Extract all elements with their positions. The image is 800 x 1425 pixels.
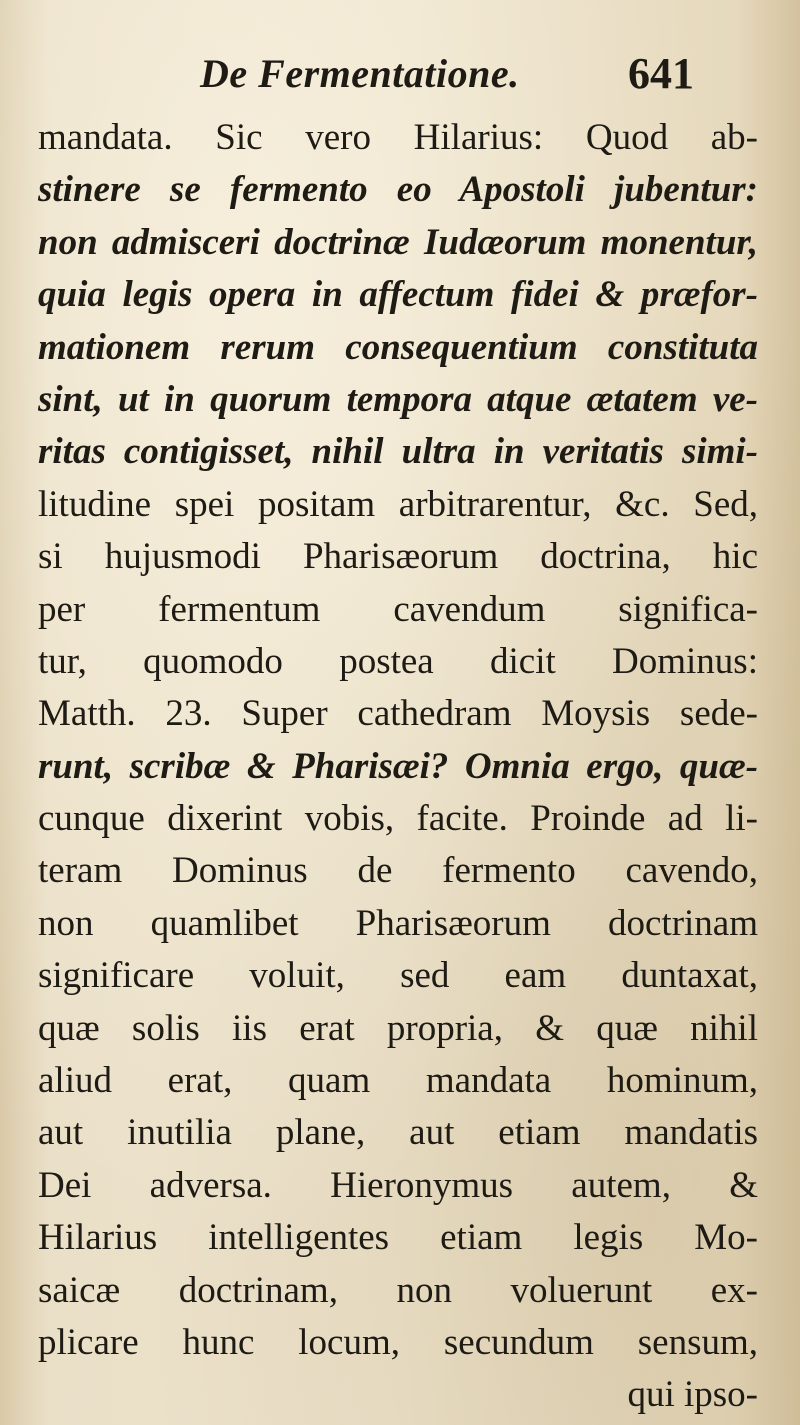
running-title: De Fermentatione. — [200, 51, 520, 96]
text-line: significare voluit, sed eam duntaxat, — [38, 955, 758, 997]
text-line: litudine spei positam arbitrarentur, &c. Sed, — [38, 483, 758, 525]
text-line: mandata. Sic vero Hilarius: Quod ab- — [38, 117, 758, 158]
catchword: qui ipso- — [627, 1374, 758, 1416]
text-line: aut inutilia plane, aut etiam mandatis — [38, 1112, 758, 1154]
text-line: teram Dominus de fermento cavendo, — [38, 850, 758, 892]
text-line: si hujusmodi Pharisæorum doctrina, hic — [38, 536, 758, 578]
text-line: mationem rerum consequentium constituta — [38, 326, 758, 368]
text-line: quæ solis iis erat propria, & quæ nihil — [38, 1007, 758, 1049]
text-line: Matth. 23. Super cathedram Moysis sede- — [38, 693, 758, 735]
body-text — [38, 112, 758, 1422]
text-line: non quamlibet Pharisæorum doctrinam — [38, 902, 758, 944]
text-line: Hilarius intelligentes etiam legis Mo- — [38, 1217, 758, 1259]
text-line: plicare hunc locum, secundum sensum, — [38, 1321, 758, 1363]
text-line: per fermentum cavendum significa- — [38, 588, 758, 630]
text-line: ritas contigisset, nihil ultra in veritatis simi- — [38, 431, 758, 473]
text-line: non admisceri doctrinæ Iudæorum monentur, — [38, 221, 758, 263]
page-header — [0, 40, 800, 110]
text-line: saicæ doctrinam, non voluerunt ex- — [38, 1269, 758, 1311]
text-line: runt, scribæ & Pharisæi? Omnia ergo, quæ- — [38, 745, 758, 787]
page-number: 641 — [628, 49, 694, 98]
text-line: aliud erat, quam mandata hominum, — [38, 1060, 758, 1102]
text-line: Dei adversa. Hieronymus autem, & — [38, 1164, 758, 1206]
text-line: stinere se fermento eo Apostoli jubentur: — [38, 169, 758, 211]
text-line: sint, ut in quorum tempora atque ætatem ve- — [38, 378, 758, 420]
text-line: tur, quomodo postea dicit Dominus: — [38, 640, 758, 682]
text-line: quia legis opera in affectum fidei & præfor- — [38, 274, 758, 316]
text-line: cunque dixerint vobis, facite. Proinde ad li- — [38, 798, 758, 840]
